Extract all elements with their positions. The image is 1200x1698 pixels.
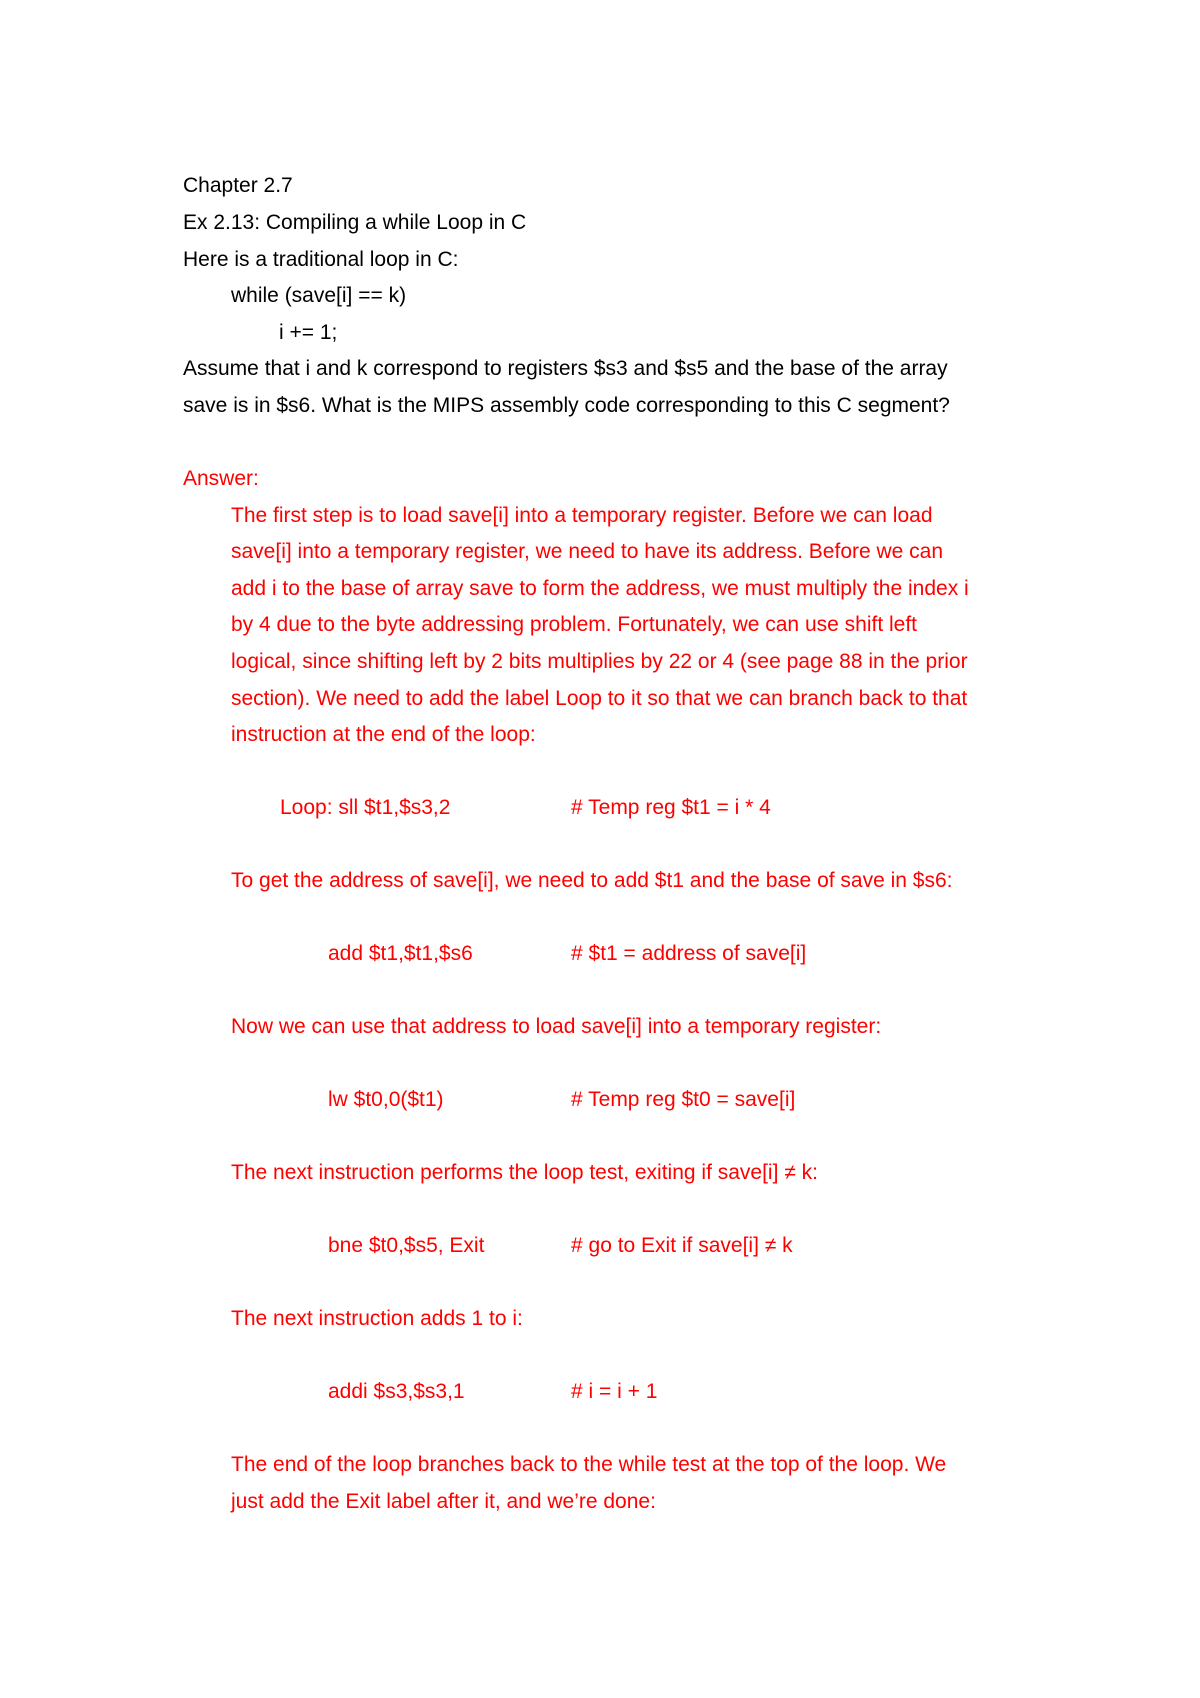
exercise-title: Ex 2.13: Compiling a while Loop in C bbox=[183, 211, 527, 234]
c-code-line-2: i += 1; bbox=[279, 321, 338, 344]
mips-instruction: bne $t0,$s5, Exit bbox=[328, 1234, 485, 1257]
mips-instruction: lw $t0,0($t1) bbox=[328, 1088, 444, 1111]
assume-text-line-2: save is in $s6. What is the MIPS assembly code corresponding to this C segment? bbox=[183, 394, 950, 417]
answer-para1-line: logical, since shifting left by 2 bits multiplies by 22 or 4 (see page 88 in the prior bbox=[231, 650, 968, 673]
answer-para2: To get the address of save[i], we need to add $t1 and the base of save in $s6: bbox=[231, 869, 953, 892]
mips-instruction: addi $s3,$s3,1 bbox=[328, 1380, 465, 1403]
chapter-heading: Chapter 2.7 bbox=[183, 174, 293, 197]
answer-para3: Now we can use that address to load save[i] into a temporary register: bbox=[231, 1015, 882, 1038]
answer-para1-line: save[i] into a temporary register, we need to have its address. Before we can bbox=[231, 540, 944, 563]
mips-instruction: Loop: sll $t1,$s3,2 bbox=[280, 796, 451, 819]
answer-para1-line: by 4 due to the byte addressing problem. Fortunately, we can use shift left bbox=[231, 613, 917, 636]
answer-para1-line: add i to the base of array save to form the address, we must multiply the index i bbox=[231, 577, 969, 600]
c-code-line-1: while (save[i] == k) bbox=[231, 284, 407, 307]
answer-para6-line: The end of the loop branches back to the while test at the top of the loop. We bbox=[231, 1453, 947, 1476]
mips-comment: # $t1 = address of save[i] bbox=[571, 942, 807, 965]
answer-para1-line: The first step is to load save[i] into a temporary register. Before we can load bbox=[231, 504, 933, 527]
assume-text-line-1: Assume that i and k correspond to registers $s3 and $s5 and the base of the array bbox=[183, 357, 948, 380]
mips-comment: # go to Exit if save[i] ≠ k bbox=[571, 1234, 793, 1257]
mips-comment: # Temp reg $t1 = i * 4 bbox=[571, 796, 771, 819]
answer-para5: The next instruction adds 1 to i: bbox=[231, 1307, 523, 1330]
answer-para1-line: instruction at the end of the loop: bbox=[231, 723, 536, 746]
answer-para1-line: section). We need to add the label Loop to it so that we can branch back to that bbox=[231, 687, 968, 710]
mips-comment: # i = i + 1 bbox=[571, 1380, 658, 1403]
mips-comment: # Temp reg $t0 = save[i] bbox=[571, 1088, 796, 1111]
mips-instruction: add $t1,$t1,$s6 bbox=[328, 942, 473, 965]
intro-text: Here is a traditional loop in C: bbox=[183, 248, 459, 271]
answer-heading: Answer: bbox=[183, 467, 259, 490]
answer-para4: The next instruction performs the loop test, exiting if save[i] ≠ k: bbox=[231, 1161, 818, 1184]
answer-para6-line: just add the Exit label after it, and we’re done: bbox=[231, 1490, 656, 1513]
